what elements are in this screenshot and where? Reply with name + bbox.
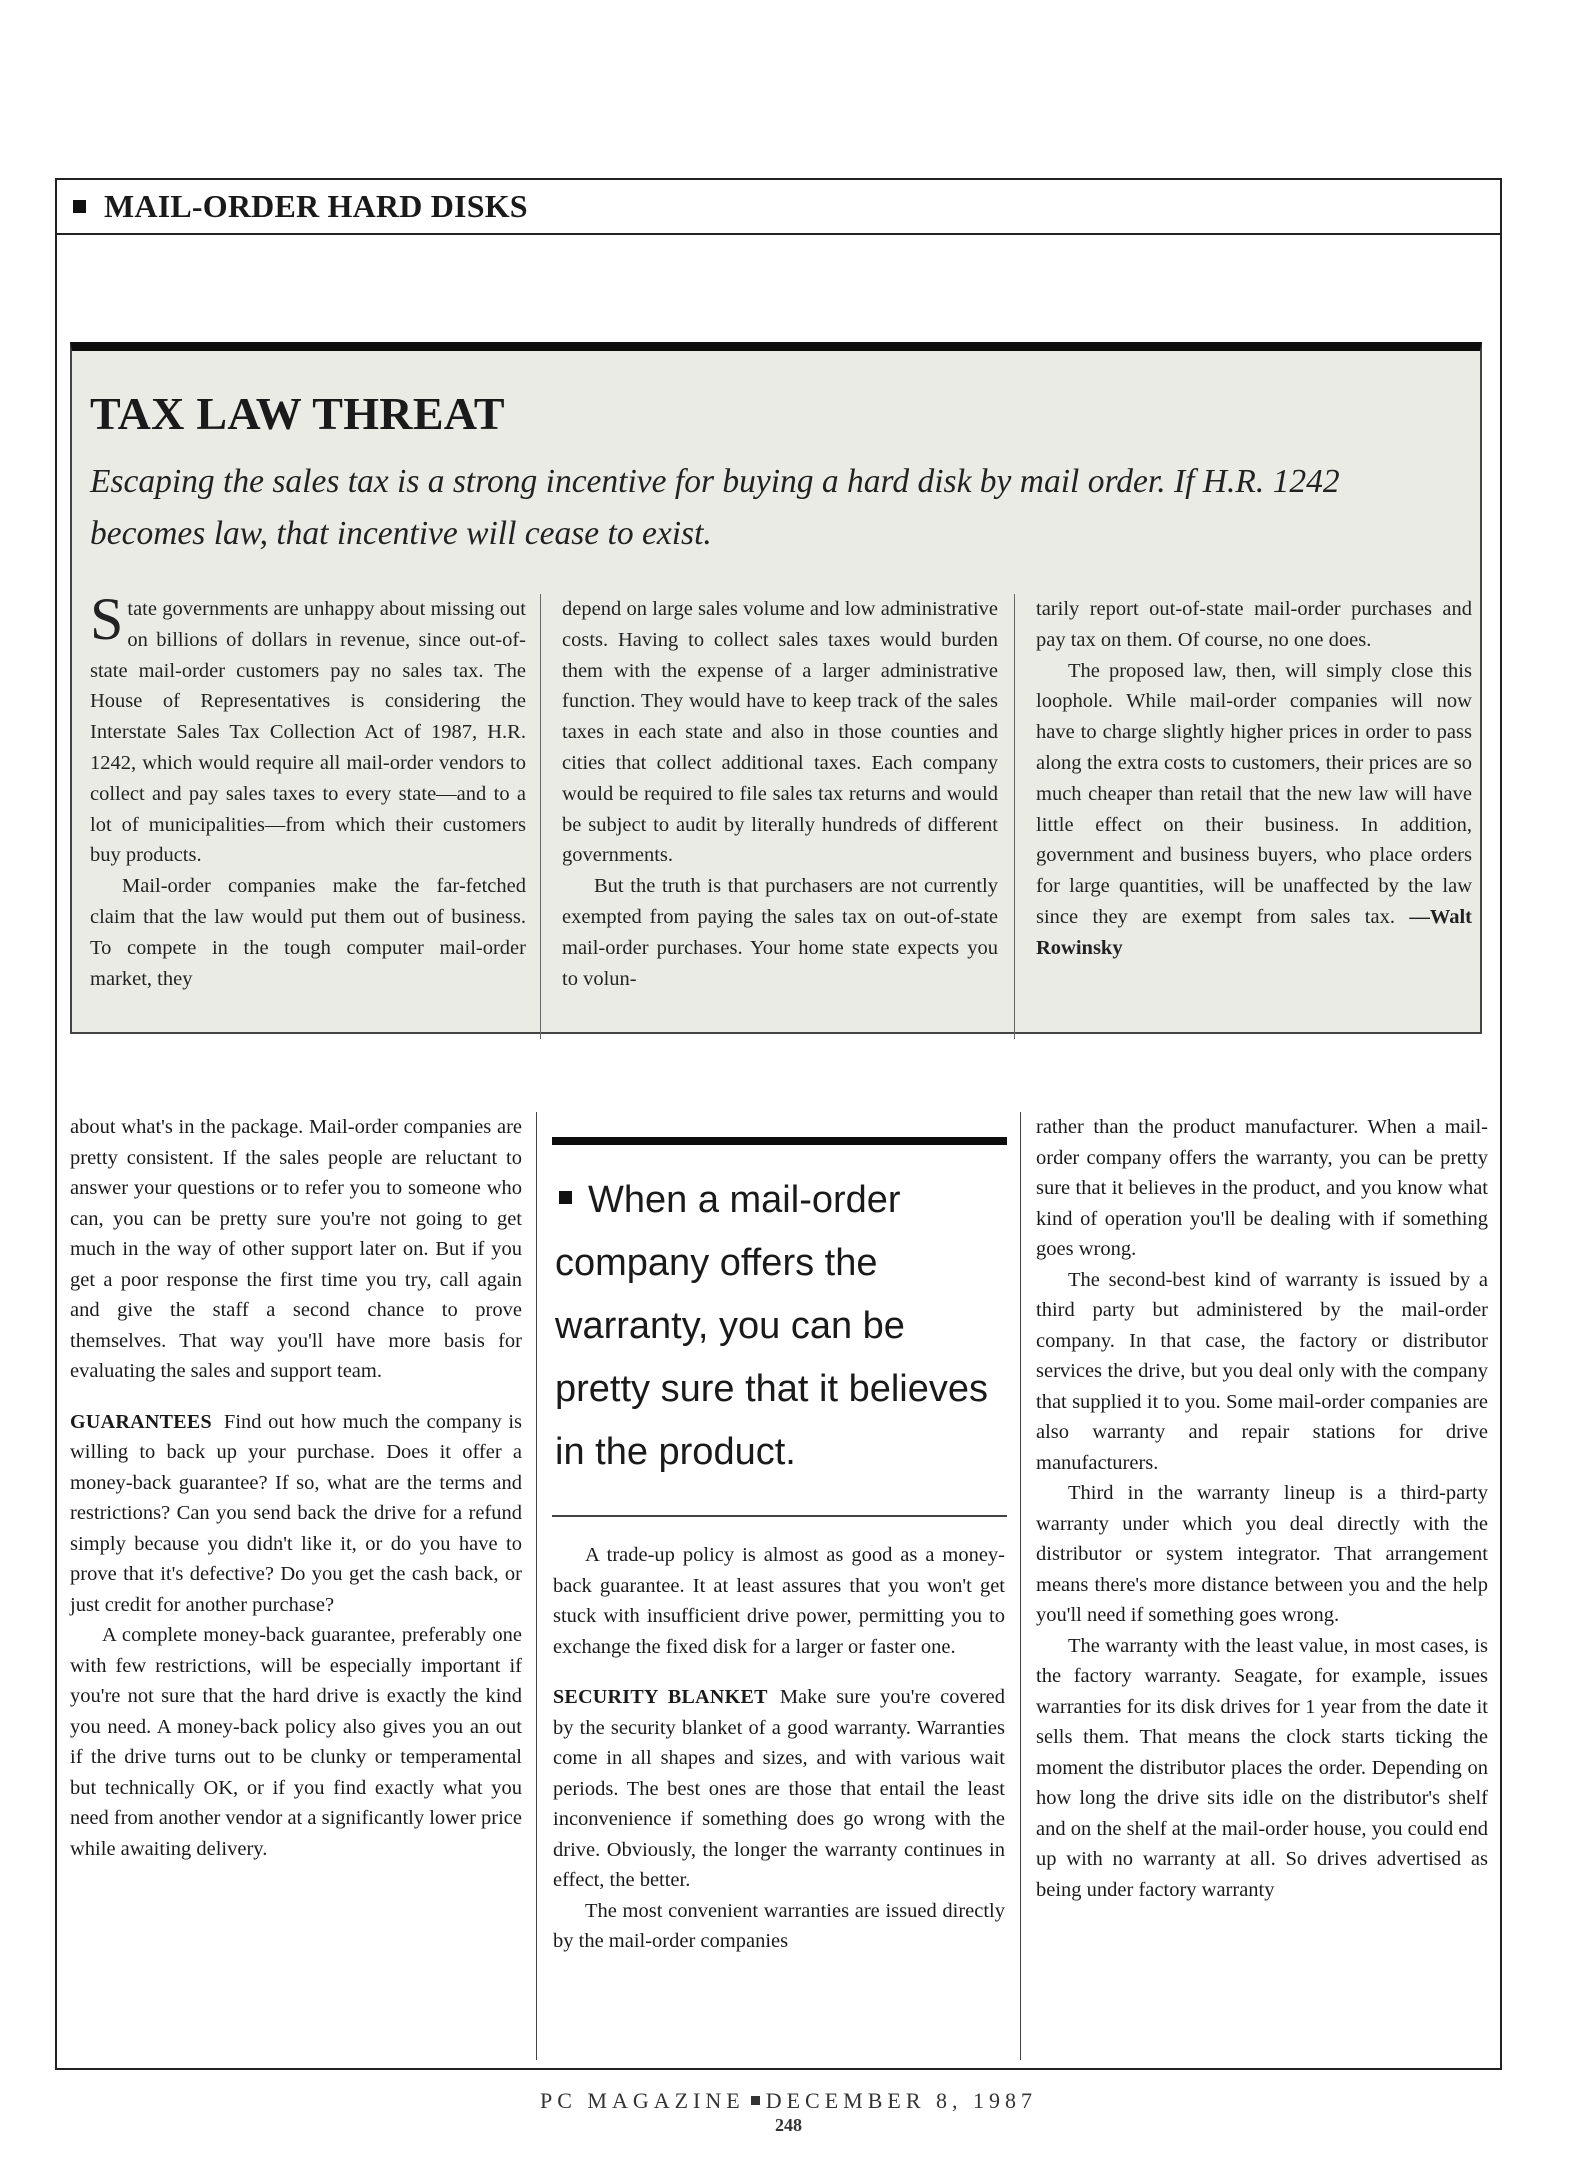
body-paragraph: A trade-up policy is almost as good as a money-back guarantee. It at least assures that you won't get stuck with insufficient drive power, permitting you to exchange the fixed disk for a larger or faster one.: [553, 1544, 1005, 1658]
body-paragraph: about what's in the package. Mail-order companies are pretty consistent. If the sales people are reluctant to answer your questions or to refer you to someone who can, you can be pretty sure you're not going to get much in the way of other support later on. But if you get a poor response the first time you try, call again and give the staff a second chance to prove themselves. That way you'll have more basis for evaluating the sales and support team.: [70, 1116, 522, 1382]
column-divider: [540, 594, 541, 1039]
column-divider: [536, 1112, 537, 2060]
sidebar-column-3: [1036, 594, 1472, 964]
body-column-1: [70, 1112, 522, 1864]
pull-quote-text: When a mail-order company offers the warranty, you can be pretty sure that it believes in the product.: [555, 1179, 988, 1473]
body-paragraph: rather than the product manufacturer. When a mail-order company offers the warranty, you can be pretty sure that it believes in the product, and you know what kind of operation you'll be dealing with if something goes wrong.: [1036, 1116, 1488, 1260]
magazine-name: PC MAGAZINE: [539, 2088, 745, 2113]
body-paragraph: SECURITY BLANKET Make sure you're covered by the security blanket of a good warranty. Warranties come in all shapes and sizes, and with various wait periods. The best ones are those that entail the least inconvenience if something does go wrong with the drive. Obviously, the longer the warranty continues in effect, the better.: [553, 1686, 1005, 1891]
body-paragraph: Third in the warranty lineup is a third-party warranty under which you deal directly with the distributor or system integrator. That arrangement means there's more distance between you and the help you'll need if something goes wrong.: [1036, 1482, 1488, 1626]
bullet-square-icon: [751, 2096, 760, 2105]
subhead-guarantees: GUARANTEES: [70, 1410, 212, 1433]
subhead-security-blanket: SECURITY BLANKET: [553, 1686, 768, 1708]
sidebar-paragraph: But the truth is that purchasers are not currently exempted from paying the sales tax on out-of-state mail-order purchases. Your home state expects you to volun-: [562, 875, 998, 990]
column-divider: [1020, 1112, 1021, 2060]
body-paragraph: The second-best kind of warranty is issued by a third party but administered by the mail-order company. In that case, the factory or distributor services the drive, but you deal only with the company that supplied it to you. Some mail-order companies are also warranty and repair stations for drive manufacturers.: [1036, 1268, 1488, 1474]
drop-cap: S: [90, 586, 124, 652]
sidebar-paragraph: depend on large sales volume and low administrative costs. Having to collect sales taxes would burden them with the expense of a larger administrative function. They would have to keep track of the sales taxes in each state and also in those counties and cities that collect additional taxes. Each company would be required to file sales tax returns and would be subject to audit by literally hundreds of different governments.: [562, 598, 998, 867]
sidebar-paragraph: The proposed law, then, will simply close this loophole. While mail-order companies will now have to charge slightly higher prices in order to pass along the extra costs to customers, their prices are so much cheaper than retail that the new law will have little effect on their business. In addition, government and business buyers, who place orders for large quantities, will be unaffected by the law since they are exempt from sales tax. —Walt Rowinsky: [1036, 659, 1472, 959]
body-paragraph: The most convenient warranties are issued directly by the mail-order companies: [553, 1899, 1005, 1952]
sidebar-column-1: [90, 586, 526, 994]
sidebar-paragraph: Mail-order companies make the far-fetched claim that the law would put them out of business. To compete in the tough computer mail-order market, they: [90, 875, 526, 990]
page-footer: [0, 2088, 1577, 2114]
page-number: 248: [775, 2115, 802, 2135]
sidebar-title: TAX LAW THREAT: [90, 388, 505, 439]
issue-date: DECEMBER 8, 1987: [765, 2088, 1038, 2113]
section-title: MAIL-ORDER HARD DISKS: [104, 188, 528, 224]
sidebar-deck: Escaping the sales tax is a strong incentive for buying a hard disk by mail order. If H.R. 1242 becomes law, that incentive will cease to exist.: [90, 463, 1340, 552]
bullet-square-icon: [559, 1191, 572, 1204]
sidebar-paragraph: State governments are unhappy about missing out on billions of dollars in revenue, since out-of-state mail-order customers pay no sales tax. The House of Representatives is considering the Interstate Sales Tax Collection Act of 1987, H.R. 1242, which would require all mail-order vendors to collect and pay sales taxes to every state—and to a lot of municipalities—from which their customers buy products.: [90, 586, 526, 867]
bullet-square-icon: [73, 200, 86, 213]
body-paragraph: The warranty with the least value, in most cases, is the factory warranty. Seagate, for example, issues warranties for its disk drives for 1 year from the date it sells them. That means the clock starts ticking the moment the distributor places the order. Depending on how long the drive sits idle on the distributor's shelf and on the shelf at the mail-order house, you could end up with no warranty at all. So drives advertised as being under factory warranty: [1036, 1634, 1488, 1901]
section-header: [57, 180, 1500, 235]
body-paragraph: GUARANTEES Find out how much the company is willing to back up your purchase. Does it offer a money-back guarantee? If so, what are the terms and restrictions? Can you send back the drive for a refund simply because you didn't like it, or do you have to prove that it's defective? Do you get the cash back, or just credit for another purchase?: [70, 1410, 522, 1616]
tax-law-sidebar: [70, 342, 1482, 1034]
column-divider: [1014, 594, 1015, 1039]
pull-quote: [552, 1137, 1007, 1517]
body-column-2: [553, 1540, 1005, 1957]
sidebar-column-2: [562, 594, 998, 994]
author-signature: —Walt Rowinsky: [1036, 905, 1472, 959]
body-paragraph: A complete money-back guarantee, preferably one with few restrictions, will be especially important if you're not sure that the hard drive is exactly the kind you need. A money-back policy also gives you an out if the drive turns out to be clunky or temperamental but technically OK, or if you find exactly what you need from another vendor at a significantly lower price while awaiting delivery.: [70, 1624, 522, 1860]
sidebar-paragraph: tarily report out-of-state mail-order purchases and pay tax on them. Of course, no one does.: [1036, 598, 1472, 651]
body-column-3: [1036, 1112, 1488, 1905]
